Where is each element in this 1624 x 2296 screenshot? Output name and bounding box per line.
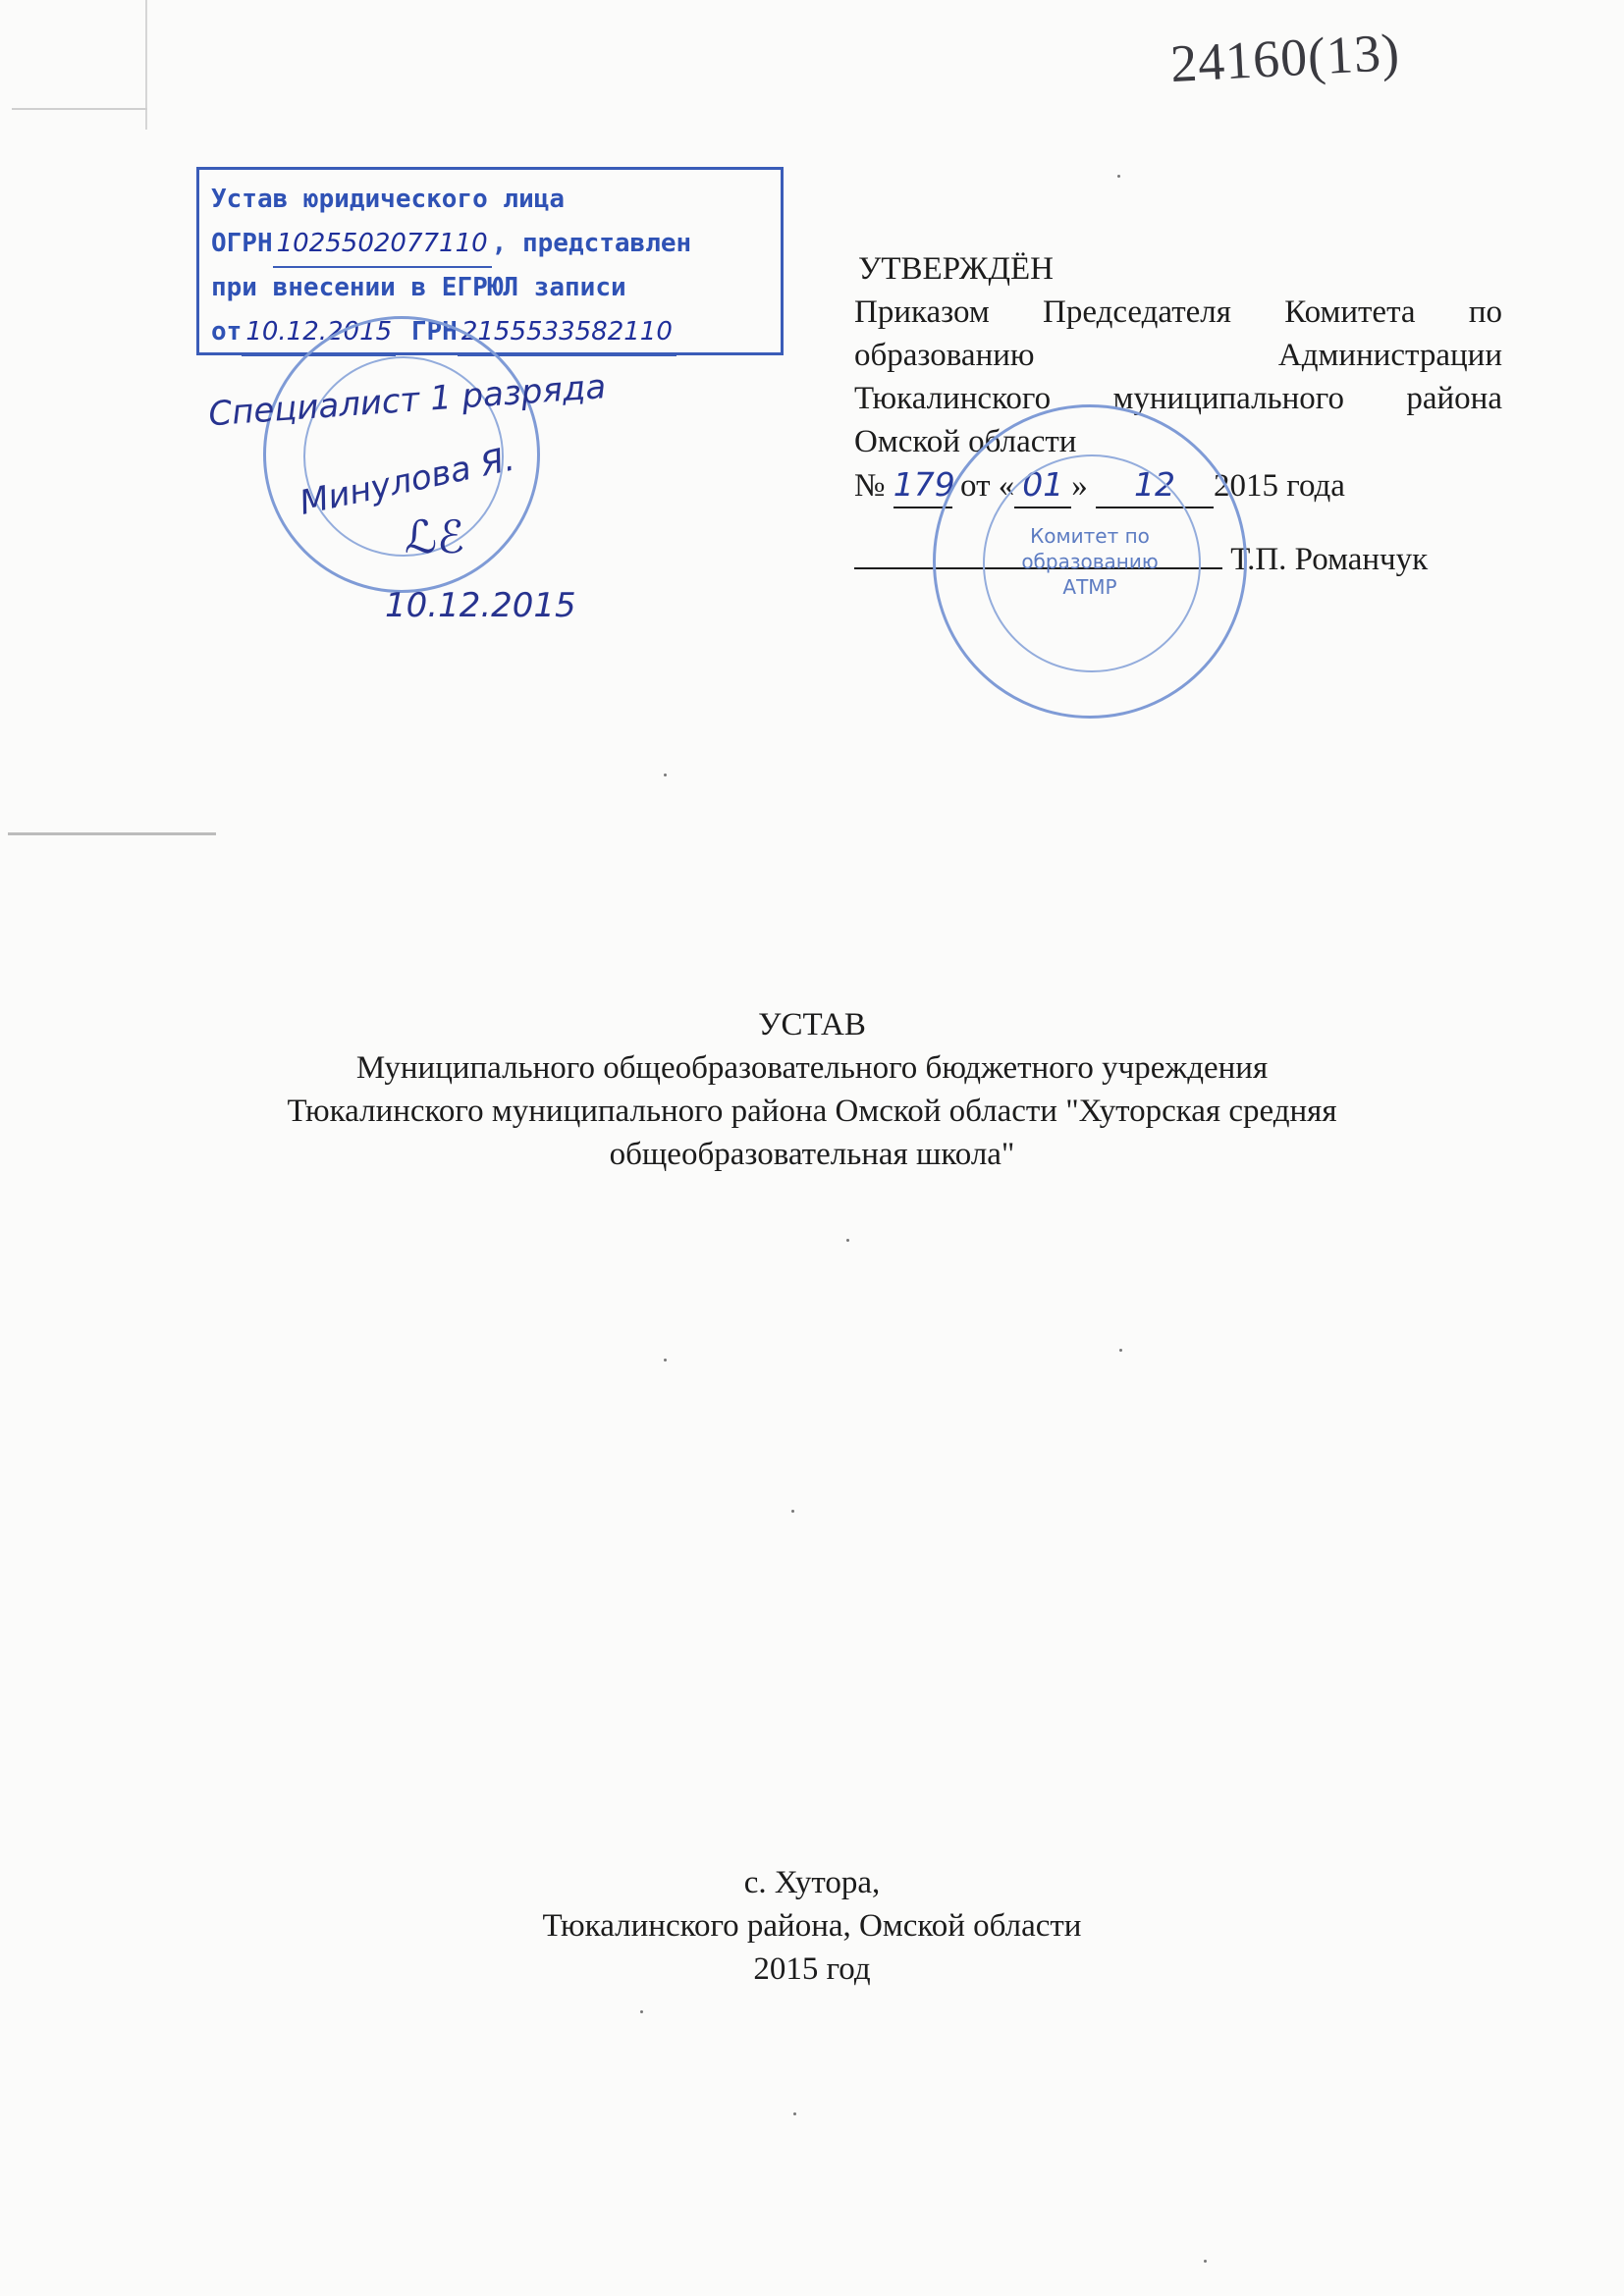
approval-line-3: Тюкалинского муниципального района: [854, 381, 1502, 416]
signature-date: 10.12.2015: [385, 586, 576, 625]
stamp-line-charter: Устав юридического лица: [211, 185, 566, 214]
scan-speck: [640, 2010, 643, 2013]
seal-center-line-2: образованию: [1021, 550, 1159, 573]
approval-heading: УТВЕРЖДЁН: [858, 251, 1054, 287]
document-title: [0, 1003, 1624, 1176]
committee-seal: [933, 404, 1247, 719]
registration-signature: [208, 365, 640, 640]
scan-speck: [664, 1359, 667, 1362]
approver-name: Т.П. Романчук: [1230, 542, 1429, 577]
order-number-label: №: [854, 468, 886, 504]
scan-speck: [1117, 175, 1120, 178]
stamp-from-label: от: [211, 317, 243, 347]
order-year: 2015 года: [1214, 468, 1345, 504]
stamp-ogrn-label: ОГРН: [211, 229, 273, 258]
title-line-2: Муниципального общеобразовательного бюджетного учреждения: [355, 1050, 1269, 1086]
stamp-line-egrul: при внесении в ЕГРЮЛ записи: [211, 273, 626, 302]
stamp-date-value: 10.12.2015: [242, 310, 396, 356]
footer-place: с. Хутора,: [743, 1865, 881, 1900]
order-date-from: от «: [960, 468, 1015, 504]
stamp-ogrn-suffix: , представлен: [491, 229, 692, 258]
title-line-1: УСТАВ: [758, 1007, 866, 1042]
footer-region: Тюкалинского района, Омской области: [542, 1908, 1082, 1944]
approval-line-2: [854, 334, 1502, 377]
paper-edge-mark: [12, 108, 147, 118]
scan-speck: [664, 774, 667, 776]
stamp-line-ogrn: [211, 222, 769, 266]
seal-center-line-3: АТМР: [1062, 575, 1117, 599]
scan-speck: [846, 1239, 849, 1242]
order-month-value: 12: [1096, 463, 1214, 508]
stamp-grn-value: 2155533582110: [458, 310, 677, 356]
committee-seal-center: [1021, 523, 1158, 600]
stamp-ogrn-value: 1025502077110: [273, 222, 492, 268]
approval-line-2-right: Администрации: [1277, 338, 1502, 373]
scan-speck: [1204, 2260, 1207, 2263]
order-day-close: »: [1071, 468, 1088, 504]
stamp-grn-label: ГРН: [410, 317, 458, 347]
archive-number: 24160(13): [1168, 22, 1402, 94]
signature-name: Минулова Я.: [296, 439, 518, 523]
registration-stamp: [196, 167, 784, 355]
title-line-3: Тюкалинского муниципального района Омской области "Хуторская средняя: [287, 1094, 1337, 1129]
approval-line-2-left: образованию: [854, 338, 1035, 373]
scan-speck: [1119, 1349, 1122, 1352]
title-line-4: общеобразовательная школа": [609, 1137, 1015, 1172]
order-number-value: 179: [893, 463, 952, 508]
document-footer: [0, 1861, 1624, 1991]
signature-position: Специалист 1 разряда: [207, 367, 608, 435]
scan-speck: [791, 1510, 794, 1513]
scan-speck: [793, 2112, 796, 2115]
seal-center-line-1: Комитет по: [1030, 524, 1150, 548]
signature-mark: ℒℰ: [405, 510, 464, 563]
order-day-value: 01: [1014, 463, 1071, 508]
approval-line-1: Приказом Председателя Комитета по: [854, 294, 1502, 330]
approval-line-4: Омской области: [854, 424, 1077, 459]
paper-edge-mark: [8, 832, 216, 839]
footer-year: 2015 год: [753, 1951, 871, 1987]
